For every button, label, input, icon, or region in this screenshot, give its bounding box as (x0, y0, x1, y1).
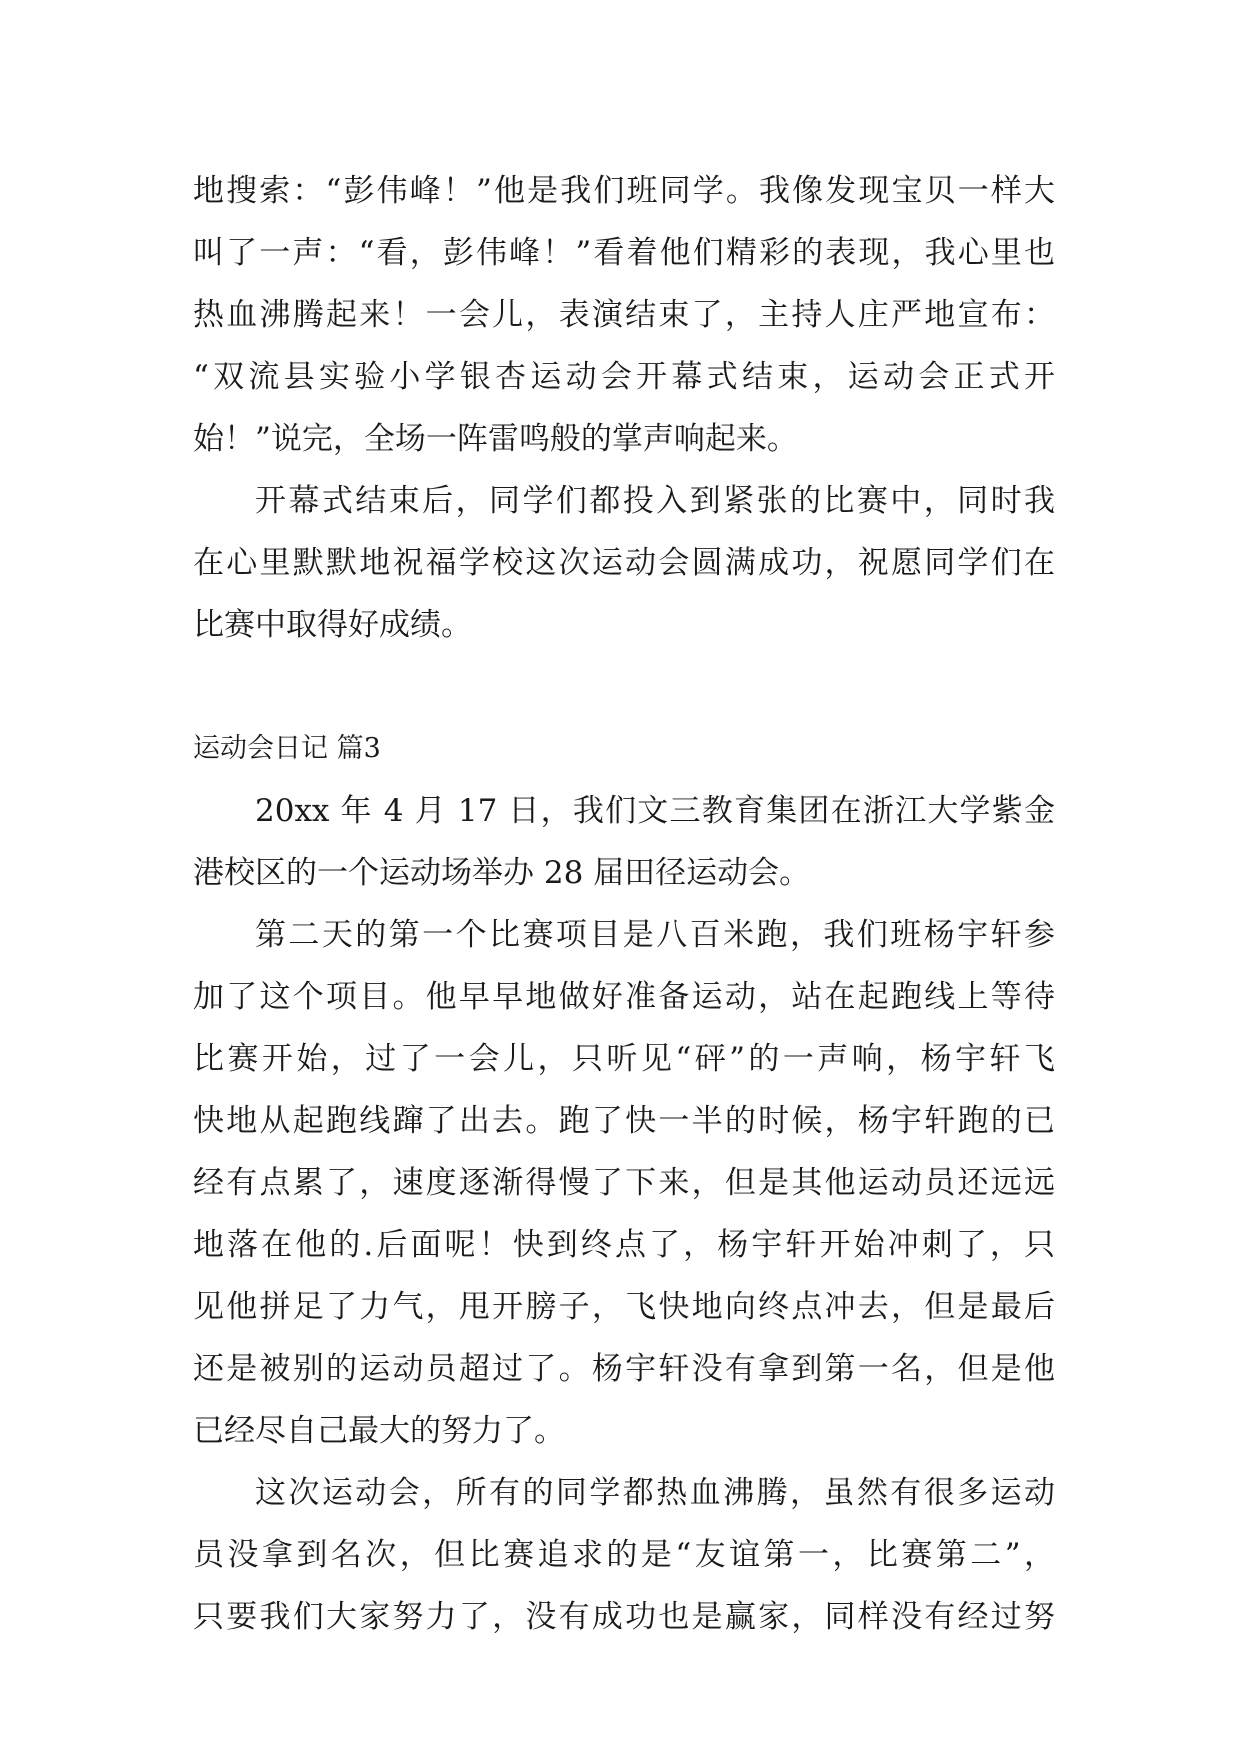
text-line: “双流县实验小学银杏运动会开幕式结束，运动会正式开 (193, 359, 1055, 395)
paragraph-5 (193, 1462, 1055, 1648)
text-line: 地搜索：“彭伟峰！”他是我们班同学。我像发现宝贝一样大 (193, 173, 1055, 209)
text-line: 比赛中取得好成绩。 (193, 607, 472, 643)
text-line: 见他拼足了力气，甩开膀子，飞快地向终点冲去，但是最后 (193, 1289, 1055, 1325)
text-line: 热血沸腾起来！一会儿，表演结束了，主持人庄严地宣布： (193, 297, 1055, 333)
text-line: 地落在他的.后面呢！快到终点了，杨宇轩开始冲刺了，只 (193, 1227, 1055, 1263)
text-line: 只要我们大家努力了，没有成功也是赢家，同样没有经过努 (193, 1599, 1055, 1635)
text-line: 第二天的第一个比赛项目是八百米跑，我们班杨宇轩参 (255, 917, 1055, 953)
paragraph-4 (193, 904, 1055, 1462)
paragraph-3 (193, 780, 1055, 904)
text-line: 这次运动会，所有的同学都热血沸腾，虽然有很多运动 (255, 1475, 1055, 1511)
section-heading: 运动会日记 篇3 (193, 733, 381, 764)
paragraph-1 (193, 160, 1055, 470)
text-line: 经有点累了，速度逐渐得慢了下来，但是其他运动员还远远 (193, 1165, 1055, 1201)
section-gap (193, 656, 1055, 718)
text-line: 员没拿到名次，但比赛追求的是“友谊第一，比赛第二”， (193, 1537, 1055, 1573)
text-line: 快地从起跑线蹿了出去。跑了快一半的时候，杨宇轩跑的已 (193, 1103, 1055, 1139)
text-line: 已经尽自己最大的努力了。 (193, 1413, 565, 1449)
paragraph-2 (193, 470, 1055, 656)
document-page (193, 160, 1055, 1648)
text-line: 港校区的一个运动场举办 28 届田径运动会。 (193, 855, 811, 891)
text-line: 始！”说完，全场一阵雷鸣般的掌声响起来。 (193, 421, 798, 457)
text-line: 叫了一声：“看，彭伟峰！”看着他们精彩的表现，我心里也 (193, 235, 1055, 271)
text-line: 20xx 年 4 月 17 日，我们文三教育集团在浙江大学紫金 (255, 793, 1055, 829)
text-line: 还是被别的运动员超过了。杨宇轩没有拿到第一名，但是他 (193, 1351, 1055, 1387)
text-line: 加了这个项目。他早早地做好准备运动，站在起跑线上等待 (193, 979, 1055, 1015)
text-line: 比赛开始，过了一会儿，只听见“砰”的一声响，杨宇轩飞 (193, 1041, 1055, 1077)
text-line: 在心里默默地祝福学校这次运动会圆满成功，祝愿同学们在 (193, 545, 1055, 581)
text-line: 开幕式结束后，同学们都投入到紧张的比赛中，同时我 (255, 483, 1055, 519)
